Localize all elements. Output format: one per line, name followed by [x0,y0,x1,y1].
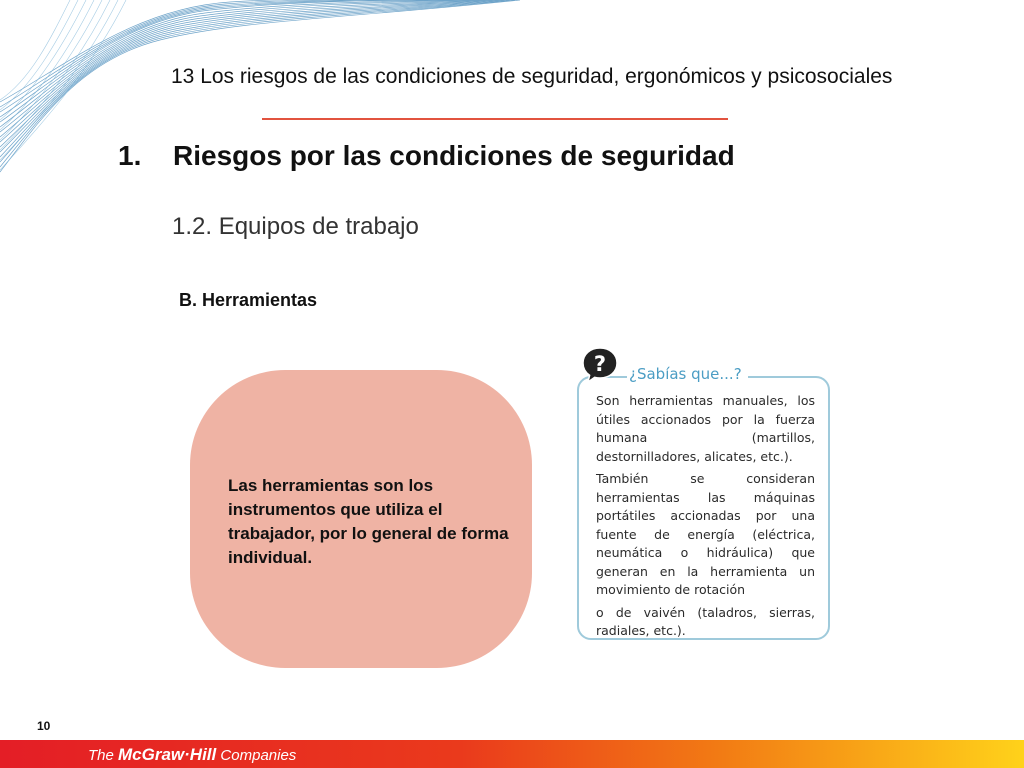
definition-text: Las herramientas son los instrumentos que utiliza el trabajador, por lo general de forma individual. [228,476,509,567]
info-box-heading: ¿Sabías que...? [627,365,748,383]
brand-suffix: Companies [216,747,297,764]
brand-name: McGraw·Hill [118,745,217,764]
section-title: Riesgos por las condiciones de seguridad [173,140,735,171]
chapter-title: 13 Los riesgos de las condiciones de seguridad, ergonómicos y psicosociales [171,65,893,88]
section-number: 1. [118,140,142,171]
chapter-title-underline [262,118,728,120]
info-paragraph-2: También se consideran herramientas las máquinas portátiles accionadas por una fuente de energía (eléctrica, neumática o hidráulica) que generan en la herramienta un movimiento de rotación [596,471,815,597]
brand-prefix: The [88,747,119,764]
question-bubble-icon [581,346,619,384]
subsection-title: 1.2. Equipos de trabajo [172,213,419,240]
page-number: 10 [37,719,51,733]
footer-bar [0,740,1024,768]
svg-text:?: ? [593,352,607,376]
publisher-logo [88,745,296,765]
info-box [577,376,830,640]
info-box-body [596,392,815,645]
info-paragraph-1: Son herramientas manuales, los útiles accionados por la fuerza humana (martillos, destornilladores, alicates, etc.). [596,393,815,464]
definition-callout [190,370,532,668]
info-paragraph-3: o de vaivén (taladros, sierras, radiales, etc.). [596,604,815,638]
item-heading: B. Herramientas [179,290,318,310]
